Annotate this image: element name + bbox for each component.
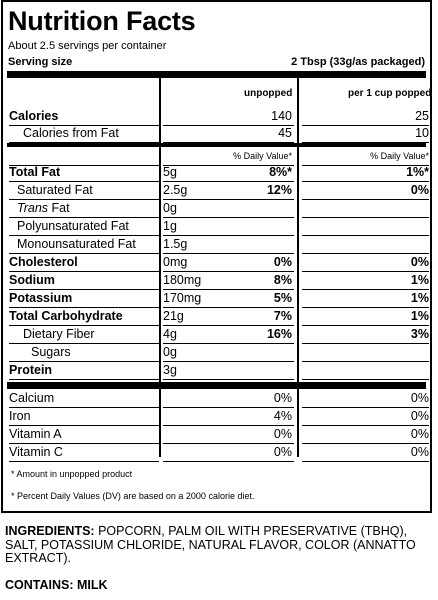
vitamin-label: Iron: [9, 408, 159, 426]
divider-thick: [7, 382, 426, 389]
nutrition-facts-panel: [1, 0, 432, 513]
vitamin-popped: 0%: [302, 390, 429, 408]
vitamin-row: [7, 390, 429, 408]
calories-unpopped: 140: [271, 109, 292, 123]
nutrient-amount: 1.5g: [163, 237, 188, 251]
nutrient-amount: 0g: [163, 345, 177, 359]
calories-popped: 25: [302, 108, 429, 126]
nutrient-label: Cholesterol: [9, 254, 159, 272]
serving-size-row: [8, 56, 425, 68]
divider-thick: [7, 71, 426, 78]
nutrient-amount: 0g: [163, 201, 177, 215]
nutrient-row: [7, 344, 426, 362]
nutrient-row: [7, 164, 429, 182]
nutrient-row: [7, 326, 429, 344]
nutrient-popped-dv: [302, 362, 429, 380]
nutrient-popped-dv: 0%: [302, 254, 429, 272]
serving-size-value: 2 Tbsp (33g/as packaged): [291, 56, 425, 68]
nutrient-row: [7, 272, 429, 290]
nutrient-row: [7, 200, 426, 218]
nutrient-popped-dv: [302, 236, 429, 254]
nutrient-dv: 16%: [266, 327, 292, 341]
nutrient-popped-dv: 3%: [302, 326, 429, 344]
nutrient-amount: 0mg: [163, 255, 188, 269]
nutrient-dv: 8%*: [269, 165, 292, 179]
dv-header-unpopped: % Daily Value*: [233, 151, 292, 161]
calories-from-fat-label: Calories from Fat: [23, 126, 119, 140]
vitamin-unpopped: 0%: [273, 391, 292, 405]
nutrient-label: Sodium: [9, 272, 159, 290]
vitamin-row: [7, 426, 429, 444]
nutrient-popped-dv: [302, 344, 429, 362]
nutrient-popped-dv: 1%: [302, 308, 429, 326]
nutrient-dv: 0%: [273, 255, 292, 269]
nutrient-label: Monounsaturated Fat: [17, 237, 136, 251]
calories-label: Calories: [9, 108, 159, 126]
nutrient-amount: 3g: [163, 363, 177, 377]
vitamin-label: Calcium: [9, 390, 159, 408]
nutrient-popped-dv: 1%*: [302, 164, 429, 182]
panel-title: Nutrition Facts: [8, 6, 196, 36]
nutrient-dv: 12%: [266, 183, 292, 197]
nutrient-dv: 8%: [273, 273, 292, 287]
vitamin-unpopped: 4%: [273, 409, 292, 423]
nutrient-popped-dv: [302, 218, 429, 236]
nutrient-amount: 21g: [163, 309, 184, 323]
nutrient-label: Total Carbohydrate: [9, 308, 159, 326]
nutrient-label: Dietary Fiber: [23, 327, 95, 341]
vitamin-row: [7, 408, 429, 426]
nutrient-label: Protein: [9, 362, 159, 380]
nutrient-popped-dv: 0%: [302, 182, 429, 200]
nutrient-row: [7, 254, 429, 272]
calories-from-fat-unpopped: 45: [278, 126, 292, 140]
calories-from-fat-row: [7, 125, 429, 143]
ingredients-text: [5, 525, 433, 566]
nutrient-amount: 170mg: [163, 291, 202, 305]
nutrient-popped-dv: 1%: [302, 290, 429, 308]
vitamin-popped: 0%: [302, 426, 429, 444]
nutrient-amount: 2.5g: [163, 183, 188, 197]
allergen-statement: CONTAINS: MILK: [5, 578, 108, 592]
vitamin-unpopped: 0%: [273, 445, 292, 459]
nutrient-label-italic: Trans: [17, 201, 49, 215]
dv-header-popped: % Daily Value*: [302, 148, 429, 166]
calories-from-fat-popped: 10: [302, 125, 429, 143]
nutrient-row: [7, 236, 426, 254]
nutrient-label: Potassium: [9, 290, 159, 308]
footnote-daily-values: * Percent Daily Values (DV) are based on a 2000 calorie diet.: [11, 491, 255, 501]
vitamin-popped: 0%: [302, 408, 429, 426]
calories-row: [7, 108, 429, 126]
divider-medium: [7, 143, 426, 147]
nutrient-label: Saturated Fat: [17, 183, 93, 197]
nutrient-popped-dv: [302, 200, 429, 218]
serving-size-label: Serving size: [8, 56, 73, 68]
footnote-unpopped: * Amount in unpopped product: [11, 469, 133, 479]
nutrient-popped-dv: 1%: [302, 272, 429, 290]
vitamin-label: Vitamin C: [9, 444, 159, 462]
nutrient-row: [7, 308, 429, 326]
nutrient-label: Polyunsaturated Fat: [17, 219, 129, 233]
vitamin-unpopped: 0%: [273, 427, 292, 441]
ingredients-lead: INGREDIENTS:: [5, 524, 95, 538]
nutrient-row: [7, 218, 426, 236]
nutrient-amount: 5g: [163, 165, 177, 179]
nutrient-amount: 180mg: [163, 273, 202, 287]
vitamin-popped: 0%: [302, 444, 429, 462]
column-header-unpopped: unpopped: [244, 88, 293, 99]
nutrient-row: [7, 290, 429, 308]
ingredients-list: POPCORN, PALM OIL WITH PRESERVATIVE (TBHQ), SALT, POTASSIUM CHLORIDE, NATURAL FLAVOR, COLOR (ANNATTO EXTRACT).: [5, 524, 416, 565]
column-header-popped: per 1 cup popped: [348, 88, 432, 99]
vitamin-row: [7, 444, 429, 462]
nutrient-label: Total Fat: [9, 164, 159, 182]
nutrient-amount: 4g: [163, 327, 177, 341]
nutrient-label: Sugars: [31, 345, 71, 359]
servings-per-container: About 2.5 servings per container: [8, 40, 167, 52]
nutrient-dv: 5%: [273, 291, 292, 305]
nutrient-row: [7, 362, 426, 380]
nutrient-row: [7, 182, 429, 200]
nutrient-dv: 7%: [273, 309, 292, 323]
nutrient-label: Fat: [48, 201, 70, 215]
vitamin-label: Vitamin A: [9, 426, 159, 444]
nutrient-amount: 1g: [163, 219, 177, 233]
